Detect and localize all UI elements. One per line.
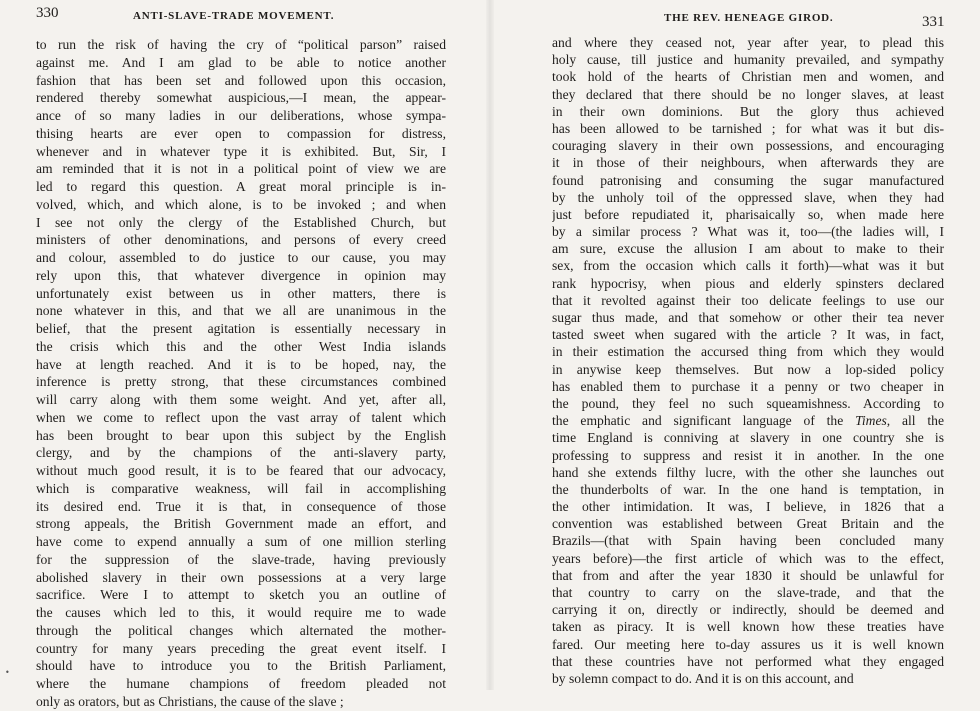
text-line: in their estimation the accursed thing from which they would bbox=[552, 344, 944, 360]
left-running-head: ANTI-SLAVE-TRADE MOVEMENT. bbox=[133, 10, 335, 22]
left-page-number: 330 bbox=[36, 5, 59, 21]
text-line: holy cause, till justice and humanity prevailed, and sympathy bbox=[552, 52, 944, 68]
text-line: am sure, excuse the allusion I am about to make to their bbox=[552, 241, 944, 257]
text-line: I see not only the clergy of the Established Church, but bbox=[36, 214, 446, 230]
text-line: its desired end. True it is that, in consequence of those bbox=[36, 498, 446, 514]
text-line: in anywise keep themselves. But now a lop-sided policy bbox=[552, 361, 944, 377]
text-line: and colour, assembled to do justice to our cause, you may bbox=[36, 250, 446, 265]
text-line: that from and after the year 1830 it should be unlawful for bbox=[552, 567, 944, 583]
text-line: by the unholy toil of the oppressed slave, when they had bbox=[552, 189, 944, 205]
text-line: for the suppression of the slave-trade, having previously bbox=[36, 551, 446, 567]
text-line: without much good result, it is to be feared that our advocacy, bbox=[36, 463, 446, 478]
text-line: none whatever in this, and that we all are unanimous in the bbox=[36, 303, 446, 319]
text-line: has been allowed to be tarnished ; for what was it but dis- bbox=[552, 120, 944, 136]
text-line: sugar thus made, and that somehow or other their tea never bbox=[552, 310, 944, 325]
text-line: convention was established between Great Britain and the bbox=[552, 516, 944, 532]
text-line: rendered thereby somewhat auspicious,—I mean, the appear- bbox=[36, 90, 446, 106]
text-line: it in those of their neighbours, when afterwards they are bbox=[552, 155, 944, 171]
text-line: time England is conniving at slavery in one country she is bbox=[552, 430, 944, 446]
text-line: rely upon this, that whatever divergence in opinion may bbox=[36, 267, 446, 283]
text-line: ance of so many ladies in our deliberations, whose sympa- bbox=[36, 108, 446, 123]
text-line: professing to suppress and resist it in another. In the one bbox=[552, 447, 944, 463]
text-line: inference is pretty strong, that these circumstances combined bbox=[36, 374, 446, 390]
text-line: found patronising and consuming the sugar manufactured bbox=[552, 172, 944, 188]
text-line: unfortunately exist between us in other matters, there is bbox=[36, 285, 446, 301]
text-line: which is comparative weakness, will fail in accomplishing bbox=[36, 480, 446, 496]
text-line: that these countries have not performed what they engaged bbox=[552, 653, 944, 669]
text-line: am reminded that it is not in a political point of view we are bbox=[36, 161, 446, 177]
text-line: by solemn compact to do. And it is on this account, and bbox=[552, 670, 854, 686]
left-page-body bbox=[36, 36, 446, 711]
text-line: tasted sweet when sugared with the article ? It was, in fact, bbox=[552, 327, 944, 343]
text-line: and where they ceased not, year after year, to plead this bbox=[552, 35, 944, 50]
text-line: couraging slavery in their own possessions, and encouraging bbox=[552, 138, 944, 154]
text-line: to run the risk of having the cry of “political parson” raised bbox=[36, 37, 446, 52]
text-line: that country to carry on the slave-trade, and that the bbox=[552, 585, 944, 600]
text-line: just before repudiated it, pharisaically so, when made here bbox=[552, 206, 944, 222]
text-line: ministers of other denominations, and persons of every creed bbox=[36, 232, 446, 248]
text-line: fared. Our meeting here to-day assures us it is well known bbox=[552, 636, 944, 652]
text-line: have at length reached. And it is to be hoped, nay, the bbox=[36, 356, 446, 372]
text-line: the pound, they feel no such squeamishness. According to bbox=[552, 395, 944, 411]
text-line: will carry along with them some weight. And yet, after all, bbox=[36, 392, 446, 407]
text-line: abolished slavery in their own possessions at a very large bbox=[36, 569, 446, 585]
text-line: sacrifice. Were I to attempt to sketch you an outline of bbox=[36, 587, 446, 603]
text-line: hand she extends filthy lucre, with the other she launches out bbox=[552, 464, 944, 480]
text-line: in their own dominions. But the glory thus achieved bbox=[552, 103, 944, 119]
text-line: that it revolted against their too delicate feelings to use our bbox=[552, 292, 944, 308]
text-line: fashion that has been set and followed upon this occasion, bbox=[36, 72, 446, 88]
text-line: volved, which, and which alone, is to be invoked ; and when bbox=[36, 196, 446, 212]
text-line: belief, that the present agitation is essentially necessary in bbox=[36, 321, 446, 336]
right-running-head: THE REV. HENEAGE GIROD. bbox=[664, 12, 834, 24]
text-line: took hold of the hearts of Christian men and women, and bbox=[552, 69, 944, 85]
text-line: the causes which led to this, it would require me to wade bbox=[36, 605, 446, 620]
right-page-body bbox=[552, 34, 944, 687]
text-line: only as orators, but as Christians, the cause of the slave ; bbox=[36, 693, 344, 709]
text-line: taken as piracy. It is well known how these treaties have bbox=[552, 619, 944, 635]
text-line: led to regard this question. A great moral principle is in- bbox=[36, 179, 446, 194]
text-line: the thunderbolts of war. In the one hand is temptation, in bbox=[552, 481, 944, 497]
text-line: clergy, and by the champions of the anti-slavery party, bbox=[36, 445, 446, 461]
text-line: they declared that there should be no longer slaves, at least bbox=[552, 86, 944, 102]
text-line: where the humane champions of freedom pleaded not bbox=[36, 676, 446, 691]
text-line: the crisis which this and the other West India islands bbox=[36, 338, 446, 354]
text-line: through the political changes which alternated the mother- bbox=[36, 622, 446, 638]
margin-speck: • bbox=[5, 668, 10, 677]
text-line: strong appeals, the British Government made an effort, and bbox=[36, 516, 446, 532]
text-line: have come to expend annually a sum of one million sterling bbox=[36, 534, 446, 549]
text-line: whenever and in whatever type it is exhibited. But, Sir, I bbox=[36, 143, 446, 159]
text-line: has enabled them to purchase it a penny or two cheaper in bbox=[552, 378, 944, 394]
text-line: carrying it on, directly or indirectly, should be deemed and bbox=[552, 602, 944, 618]
text-line: when we come to reflect upon the vast array of talent which bbox=[36, 409, 446, 425]
text-line: years before)—the first article of which was to the effect, bbox=[552, 550, 944, 566]
right-page-number: 331 bbox=[922, 14, 945, 30]
text-line: should have to introduce you to the British Parliament, bbox=[36, 658, 446, 674]
text-line: Brazils—(that with Spain having been concluded many bbox=[552, 533, 944, 549]
text-line: against me. And I am glad to be able to notice another bbox=[36, 54, 446, 70]
text-line: has been brought to bear upon this subject by the English bbox=[36, 427, 446, 443]
text-line: rank hypocrisy, when pious and elderly spinsters declared bbox=[552, 275, 944, 291]
text-line: thising hearts are ever open to compassion for distress, bbox=[36, 125, 446, 141]
text-line: sex, from the occasion which calls it forth)—what was it but bbox=[552, 258, 944, 274]
text-line: the emphatic and significant language of the Times, all the bbox=[552, 413, 944, 429]
text-line: country for many years preceding the great event itself. I bbox=[36, 640, 446, 656]
text-line: by a similar process ? What was it, too—(the ladies will, I bbox=[552, 224, 944, 240]
left-page bbox=[0, 0, 490, 709]
text-line: the other intimidation. It was, I believe, in 1826 that a bbox=[552, 499, 944, 515]
right-page bbox=[490, 0, 980, 690]
